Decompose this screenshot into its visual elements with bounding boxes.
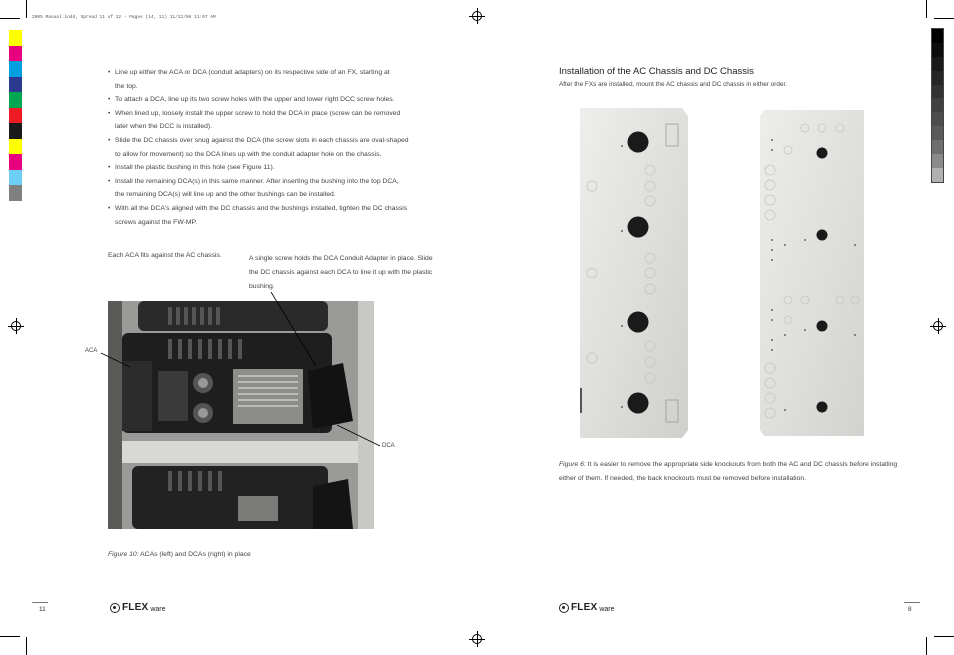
color-swatch (9, 30, 22, 46)
list-item: • To attach a DCA, line up its two screw holes with the upper and lower right DCC screw holes. (108, 93, 448, 107)
page-number: 8 (908, 606, 912, 613)
dca-caption: A single screw holds the DCA Conduit Adapter in place. Slide the DC chassis against each DCA to line it up with the plastic bushing. (249, 255, 433, 290)
list-item: • Install the plastic bushing in this hole (see Figure 11). (108, 161, 448, 175)
logo-brand: FLEX (571, 602, 598, 613)
flexware-logo (559, 602, 615, 613)
gray-swatch (932, 154, 943, 168)
gray-bar (931, 28, 944, 183)
gray-swatch (932, 71, 943, 85)
gray-swatch (932, 98, 943, 112)
logo-brand: FLEX (122, 602, 149, 613)
logo-suffix: ware (150, 605, 166, 613)
flexware-logo (110, 602, 166, 613)
aca-label: ACA (85, 348, 98, 354)
figure-text: ACAs (left) and DCAs (right) in place (138, 551, 251, 558)
gray-swatch (932, 112, 943, 126)
color-swatch (9, 123, 22, 139)
gray-swatch (932, 43, 943, 57)
gray-swatch (932, 140, 943, 154)
registration-mark (469, 631, 485, 647)
list-item: • Slide the DC chassis over snug against the DCA (the screw slots in each chassis are oval-shaped (108, 134, 448, 148)
color-swatch (9, 139, 22, 155)
color-swatch (9, 185, 22, 201)
crop-mark (934, 636, 954, 637)
figure-label: Figure 6: (559, 461, 586, 468)
section-heading: Installation of the AC Chassis and DC Chassis (559, 66, 754, 77)
color-swatch (9, 46, 22, 62)
figure-6-caption (559, 458, 909, 486)
crop-mark (0, 636, 20, 637)
gray-swatch (932, 126, 943, 140)
list-item: • When lined up, loosely install the upper screw to hold the DCA in place (screw can be removed (108, 107, 448, 121)
ac-chassis-panel (580, 108, 688, 438)
color-swatch (9, 170, 22, 186)
dc-chassis-panel (760, 110, 864, 436)
color-swatch (9, 92, 22, 108)
logo-suffix: ware (599, 605, 615, 613)
instruction-list (108, 66, 448, 229)
figure-label: Figure 10: (108, 551, 139, 558)
aca-dca-photo (108, 301, 374, 529)
color-swatch (9, 77, 22, 93)
logo-mark-icon (559, 603, 569, 613)
color-swatch (9, 154, 22, 170)
list-item-continued: later when the DCC is installed). (115, 123, 213, 131)
registration-mark (469, 8, 485, 24)
list-item-continued: the remaining DCA(s) will line up and the other bushings can be installed. (115, 191, 336, 199)
color-swatch (9, 108, 22, 124)
figure-text: It is easier to remove the appropriate side knockouts from both the AC and DC chassis before installing either of them. If needed, the back knockouts must be removed before installation. (559, 461, 898, 482)
list-item: • Install the remaining DCA(s) in this same manner. After inserting the bushing into the top DCA, (108, 175, 448, 189)
aca-caption: Each ACA fits against the AC chassis. (108, 252, 222, 259)
crop-mark (26, 637, 27, 655)
gray-swatch (932, 57, 943, 71)
logo-mark-icon (110, 603, 120, 613)
registration-mark (8, 318, 24, 334)
registration-mark (930, 318, 946, 334)
list-item: • With all the DCA's aligned with the DC chassis and the bushings installed, tighten the DC chassis (108, 202, 448, 216)
slug-line: 2005 Manual.indd, Spread 11 of 12 - Pages (14, 11) 11/22/06 11:07 AM (32, 15, 216, 20)
list-item-continued: the top. (115, 82, 138, 90)
list-item-continued: screws against the FW-MP. (115, 218, 198, 226)
crop-mark (934, 18, 954, 19)
gray-swatch (932, 168, 943, 182)
page-number: 11 (39, 606, 46, 613)
list-item-continued: to allow for movement) so the DCA lines up with the conduit adapter hole on the chassis. (115, 150, 382, 158)
crop-mark (926, 637, 927, 655)
figure-10-caption (108, 551, 251, 558)
gray-swatch (932, 29, 943, 43)
dca-label: DCA (382, 443, 395, 449)
section-intro: After the FXs are installed, mount the AC chassis and DC chassis in either order. (559, 81, 788, 88)
footer-rule (904, 602, 920, 603)
footer-rule (32, 602, 48, 603)
color-swatch (9, 61, 22, 77)
crop-mark (26, 0, 27, 18)
list-item: • Line up either the ACA or DCA (conduit adapters) on its respective side of an FX, starting at (108, 66, 448, 80)
crop-mark (0, 18, 20, 19)
color-bar (9, 30, 22, 201)
crop-mark (926, 0, 927, 18)
gray-swatch (932, 85, 943, 99)
